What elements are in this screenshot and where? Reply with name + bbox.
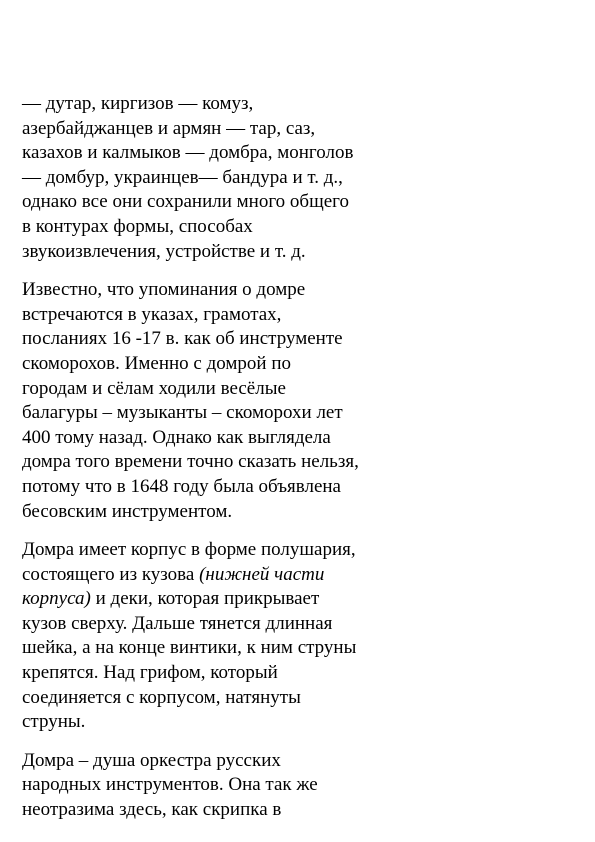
text-line xyxy=(22,798,402,823)
text-run: кузов сверху. Дальше тянется длинная xyxy=(22,612,333,634)
document-body xyxy=(22,92,402,837)
text-run: городам и сёлам ходили весёлые xyxy=(22,377,286,399)
paragraph xyxy=(22,749,402,823)
text-line xyxy=(22,563,402,588)
text-line xyxy=(22,327,402,352)
text-line xyxy=(22,710,402,735)
text-run: бесовским инструментом. xyxy=(22,500,233,522)
text-line xyxy=(22,377,402,402)
text-run: балагуры – музыканты – скоморохи лет xyxy=(22,402,343,424)
text-line xyxy=(22,426,402,451)
text-line xyxy=(22,686,402,711)
paragraph xyxy=(22,92,402,264)
text-line xyxy=(22,450,402,475)
text-run: Известно, что упоминания о домре xyxy=(22,279,306,301)
text-run: соединяется с корпусом, натянуты xyxy=(22,686,301,708)
text-run: 400 тому назад. Однако как выглядела xyxy=(22,426,331,448)
text-run: посланиях 16 -17 в. как об инструменте xyxy=(22,328,343,350)
text-run: и деки, которая прикрывает xyxy=(90,588,320,610)
text-run: потому что в 1648 году была объявлена xyxy=(22,475,341,497)
text-line xyxy=(22,500,402,525)
text-run: Домра имеет корпус в форме полушария, xyxy=(22,539,356,561)
text-run: неотразима здесь, как скрипка в xyxy=(22,799,282,821)
text-run: шейка, а на конце винтики, к ним струны xyxy=(22,637,357,659)
text-line xyxy=(22,117,402,142)
text-run: — дутар, киргизов — комуз, xyxy=(22,93,254,114)
text-line xyxy=(22,303,402,328)
text-line xyxy=(22,401,402,426)
text-run: азербайджанцев и армян — тар, саз, xyxy=(22,117,316,139)
text-line xyxy=(22,190,402,215)
text-line xyxy=(22,612,402,637)
paragraph xyxy=(22,538,402,735)
text-run: казахов и калмыков — домбра, монголов xyxy=(22,142,354,164)
text-run: народных инструментов. Она так же xyxy=(22,774,318,796)
text-line xyxy=(22,587,402,612)
text-line xyxy=(22,475,402,500)
text-line xyxy=(22,92,402,117)
text-line xyxy=(22,352,402,377)
text-run: домра того времени точно сказать нельзя, xyxy=(22,451,359,473)
text-line xyxy=(22,749,402,774)
paragraph xyxy=(22,278,402,524)
text-run: Домра – душа оркестра русских xyxy=(22,749,281,771)
italic-text-run: (нижней части xyxy=(199,563,325,585)
text-line xyxy=(22,215,402,240)
text-line xyxy=(22,278,402,303)
text-line xyxy=(22,166,402,191)
text-line xyxy=(22,636,402,661)
italic-text-run: корпуса) xyxy=(22,588,91,610)
text-run: струны. xyxy=(22,711,86,733)
text-line xyxy=(22,141,402,166)
text-run: звукоизвлечения, устройстве и т. д. xyxy=(22,240,306,262)
text-run: крепятся. Над грифом, который xyxy=(22,662,278,684)
text-line xyxy=(22,773,402,798)
text-line xyxy=(22,240,402,265)
text-line xyxy=(22,661,402,686)
text-run: однако все они сохранили много общего xyxy=(22,191,349,213)
text-run: скоморохов. Именно с домрой по xyxy=(22,352,291,374)
text-line xyxy=(22,538,402,563)
text-run: в контурах формы, способах xyxy=(22,215,253,237)
text-run: — домбур, украинцев— бандура и т. д., xyxy=(22,166,343,188)
text-run: встречаются в указах, грамотах, xyxy=(22,303,282,325)
text-run: состоящего из кузова xyxy=(22,563,200,585)
